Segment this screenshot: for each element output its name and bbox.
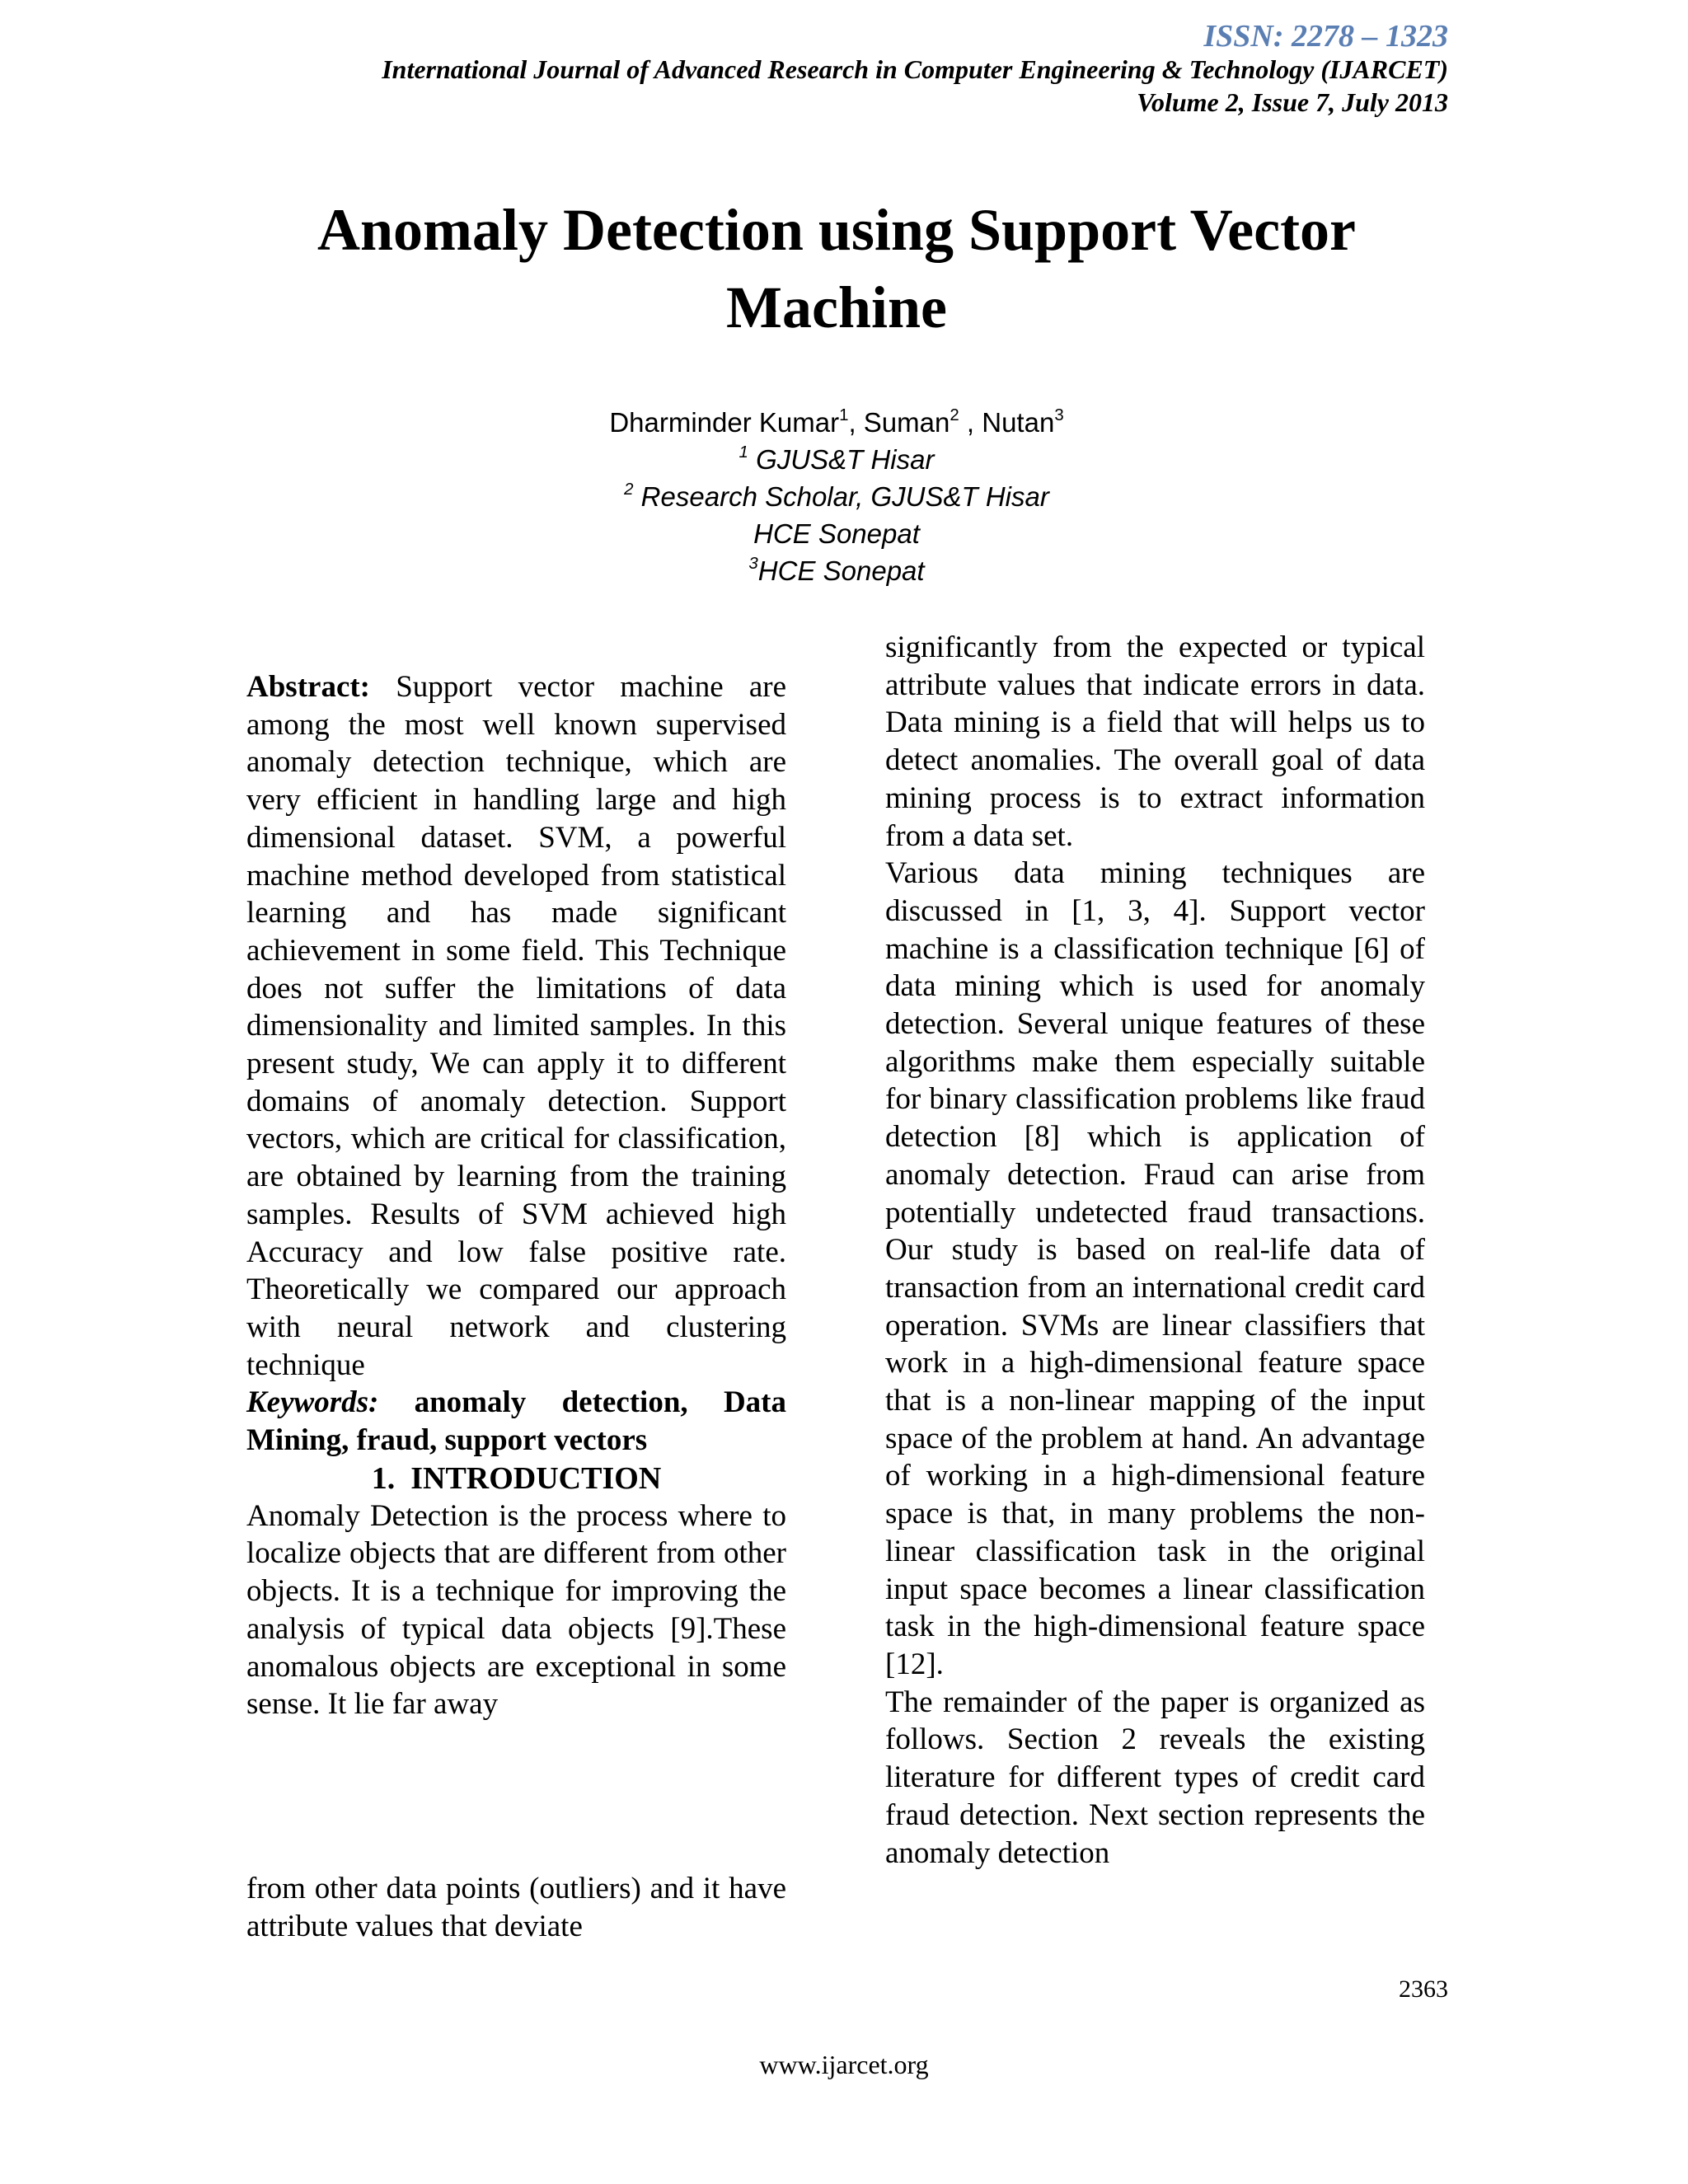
issn-header: ISSN: 2278 – 1323 [1203,19,1448,54]
affiliation-text: HCE Sonepat [757,555,925,586]
body-paragraph: Various data mining techniques are discussed in [1, 3, 4]. Support vector machine is a classification technique [6] of data mining which is used for anomaly detection. Several unique features of these algorithms make them especially suitable for binary classification problems like fraud detection [8] which is application of anomaly detection. Fraud can arise from potentially undetected fraud transactions. Our study is based on real-life data of transaction from an international credit card operation. SVMs are linear classifiers that work in a high-dimensional feature space that is a non-linear mapping of the input space of the problem at hand. An advantage of working in a high-dimensional feature space is that, in many problems the non-linear classification task in the original input space becomes a linear classification task in the high-dimensional feature space [12]. [885,856,1425,1681]
section-heading-introduction: 1. INTRODUCTION [371,1460,662,1496]
left-column [246,668,786,1723]
author-superscript: 3 [1054,405,1064,424]
paper-title: Anomaly Detection using Support Vector Machine [316,197,1357,340]
author-name: Dharminder Kumar [609,407,840,438]
body-paragraph: The remainder of the paper is organized as follows. Section 2 reveals the existing literature for different types of credit card fraud detection. Next section represents the anomaly detection [885,1685,1425,1870]
author-name: , Nutan [959,407,1055,438]
author-list [495,407,1179,438]
footer-url: www.ijarcet.org [759,2050,929,2079]
journal-name: International Journal of Advanced Research in Computer Engineering & Technology (IJARCET) [382,54,1448,84]
keywords [246,1384,786,1459]
affiliation-4 [495,555,1179,587]
affiliation-1 [495,444,1179,476]
affiliation-superscript: 1 [738,442,748,462]
volume-issue: Volume 2, Issue 7, July 2013 [1137,87,1448,117]
right-column [885,629,1425,1872]
author-superscript: 1 [839,405,849,424]
introduction-paragraph-continued: from other data points (outliers) and it have attribute values that deviate [246,1872,786,1943]
affiliation-text: Research Scholar, GJUS&T Hisar [633,481,1049,512]
keywords-label: Keywords: [246,1385,379,1420]
affiliation-3 [495,518,1179,550]
author-name: , Suman [848,407,950,438]
keywords-text: anomaly detection, Data Mining, fraud, support vectors [246,1385,786,1458]
affiliation-text: HCE Sonepat [753,518,920,549]
abstract-label: Abstract: [246,670,371,704]
page-number: 2363 [1399,1975,1448,2003]
affiliation-superscript: 2 [624,479,634,499]
body-paragraph: significantly from the expected or typical attribute values that indicate errors in data. Data mining is a field that will helps us to detect anomalies. The overall goal of data mining process is to extract information from a data set. [885,630,1425,853]
introduction-paragraph: Anomaly Detection is the process where to localize objects that are different from other objects. It is a technique for improving the analysis of typical data objects [9].These anomalous objects are exceptional in some sense. It lie far away [246,1498,786,1722]
affiliation-text: GJUS&T Hisar [748,444,935,475]
left-column-continued [246,1870,786,1945]
affiliation-superscript: 3 [748,553,758,573]
abstract-text: Support vector machine are among the most well known supervised anomaly detection technique, which are very efficient in handling large and high dimensional dataset. SVM, a powerful machine method developed from statistical learning and has made significant achievement in some field. This Technique does not suffer the limitations of data dimensionality and limited samples. In this present study, We can apply it to different domains of anomaly detection. Support vectors, which are critical for classification, are obtained by learning from the training samples. Results of SVM achieved high Accuracy and low false positive rate. Theoretically we compared our approach with neural network and clustering technique [246,670,786,1382]
affiliation-2 [495,481,1179,513]
author-superscript: 2 [950,405,959,424]
abstract [246,668,786,1384]
